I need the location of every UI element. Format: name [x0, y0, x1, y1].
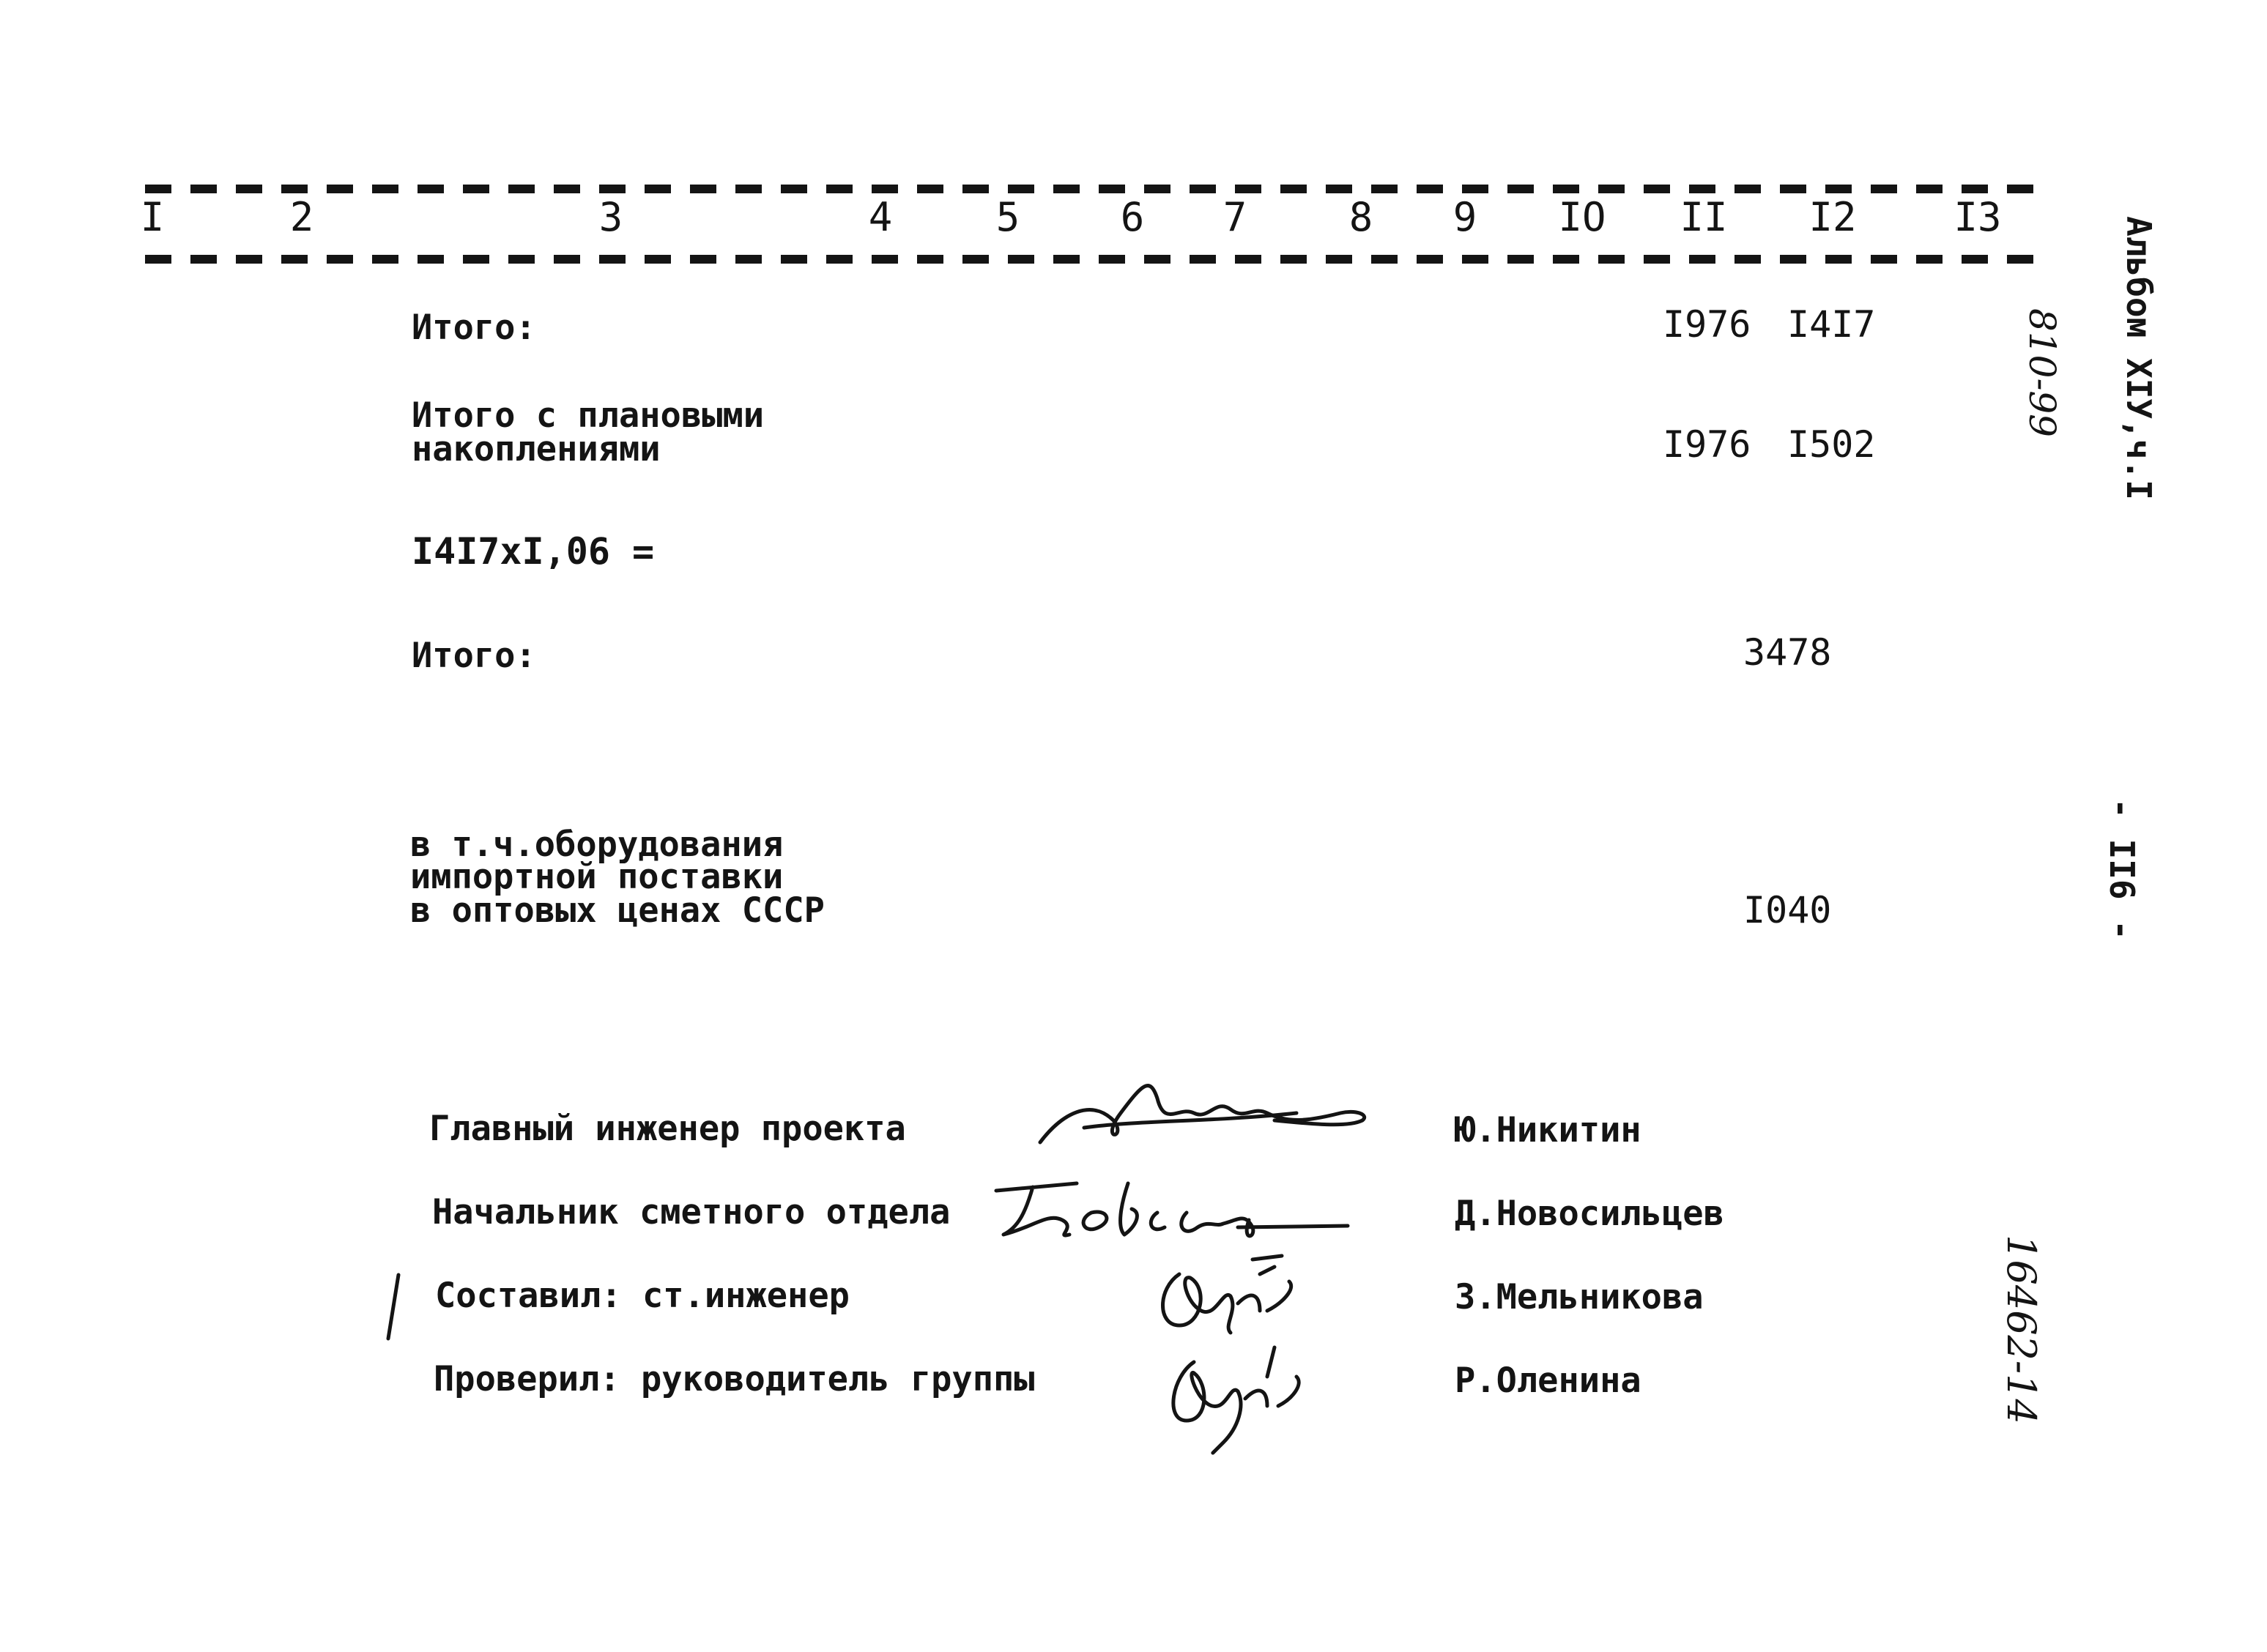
column-number-9: 9	[1452, 194, 1477, 240]
margin-stroke-mark	[382, 1271, 404, 1344]
column-number-13: I3	[1954, 194, 2002, 240]
signature-4-image	[1157, 1333, 1326, 1465]
header-bottom-rule	[145, 255, 2042, 264]
total-col11: I976	[1663, 303, 1751, 346]
total-planned-label-line1: Итого с плановыми	[412, 395, 765, 436]
column-number-10: IO	[1558, 194, 1606, 240]
column-number-5: 5	[995, 194, 1020, 240]
signature-3-image	[1150, 1245, 1326, 1347]
column-number-12: I2	[1808, 194, 1857, 240]
equipment-label-line2: импортной поставки	[410, 857, 784, 897]
total2-value: 3478	[1743, 631, 1832, 674]
column-number-6: 6	[1120, 194, 1145, 240]
signature-name-melnikova: З.Мельникова	[1455, 1277, 1704, 1317]
header-top-rule	[145, 185, 2042, 193]
column-number-4: 4	[868, 194, 893, 240]
inventory-number: 16462-14	[1997, 1235, 2044, 1424]
total2-label: Итого:	[412, 636, 536, 676]
total-planned-label-line2: накоплениями	[412, 429, 661, 469]
signature-name-nikitin: Ю.Никитин	[1455, 1110, 1641, 1150]
signature-name-novosiltsev: Д.Новосильцев	[1455, 1194, 1724, 1234]
total-col12: I4I7	[1787, 303, 1876, 346]
total-planned-col11: I976	[1663, 423, 1751, 466]
equipment-label-line3: в оптовых ценах СССР	[410, 890, 825, 931]
signature-role-checked: Проверил: руководитель группы	[434, 1359, 1035, 1399]
signature-2-image	[989, 1169, 1355, 1249]
page-number: - II6 -	[2101, 798, 2142, 940]
signature-1-image	[1033, 1069, 1377, 1157]
signature-role-head-estimate: Начальник сметного отдела	[432, 1192, 951, 1232]
equipment-label-line1: в т.ч.оборудования	[410, 825, 784, 865]
signature-name-olenina: Р.Оленина	[1455, 1361, 1641, 1401]
column-number-8: 8	[1348, 194, 1373, 240]
signature-role-chief-engineer: Главный инженер проекта	[429, 1109, 906, 1149]
formula-text: I4I7xI,06 =	[412, 530, 655, 573]
column-number-3: 3	[598, 194, 623, 240]
column-number-7: 7	[1222, 194, 1247, 240]
handwritten-code: 810-99	[2020, 308, 2063, 437]
column-number-1: I	[140, 194, 165, 240]
signature-role-compiled: Составил: ст.инженер	[435, 1276, 850, 1316]
equipment-value: I040	[1743, 889, 1832, 931]
column-number-2: 2	[289, 194, 314, 240]
total-planned-col12: I502	[1787, 423, 1876, 466]
album-label: Альбом XIУ,ч.I	[2118, 216, 2159, 500]
column-number-11: II	[1680, 194, 1728, 240]
total-label: Итого:	[412, 308, 536, 348]
